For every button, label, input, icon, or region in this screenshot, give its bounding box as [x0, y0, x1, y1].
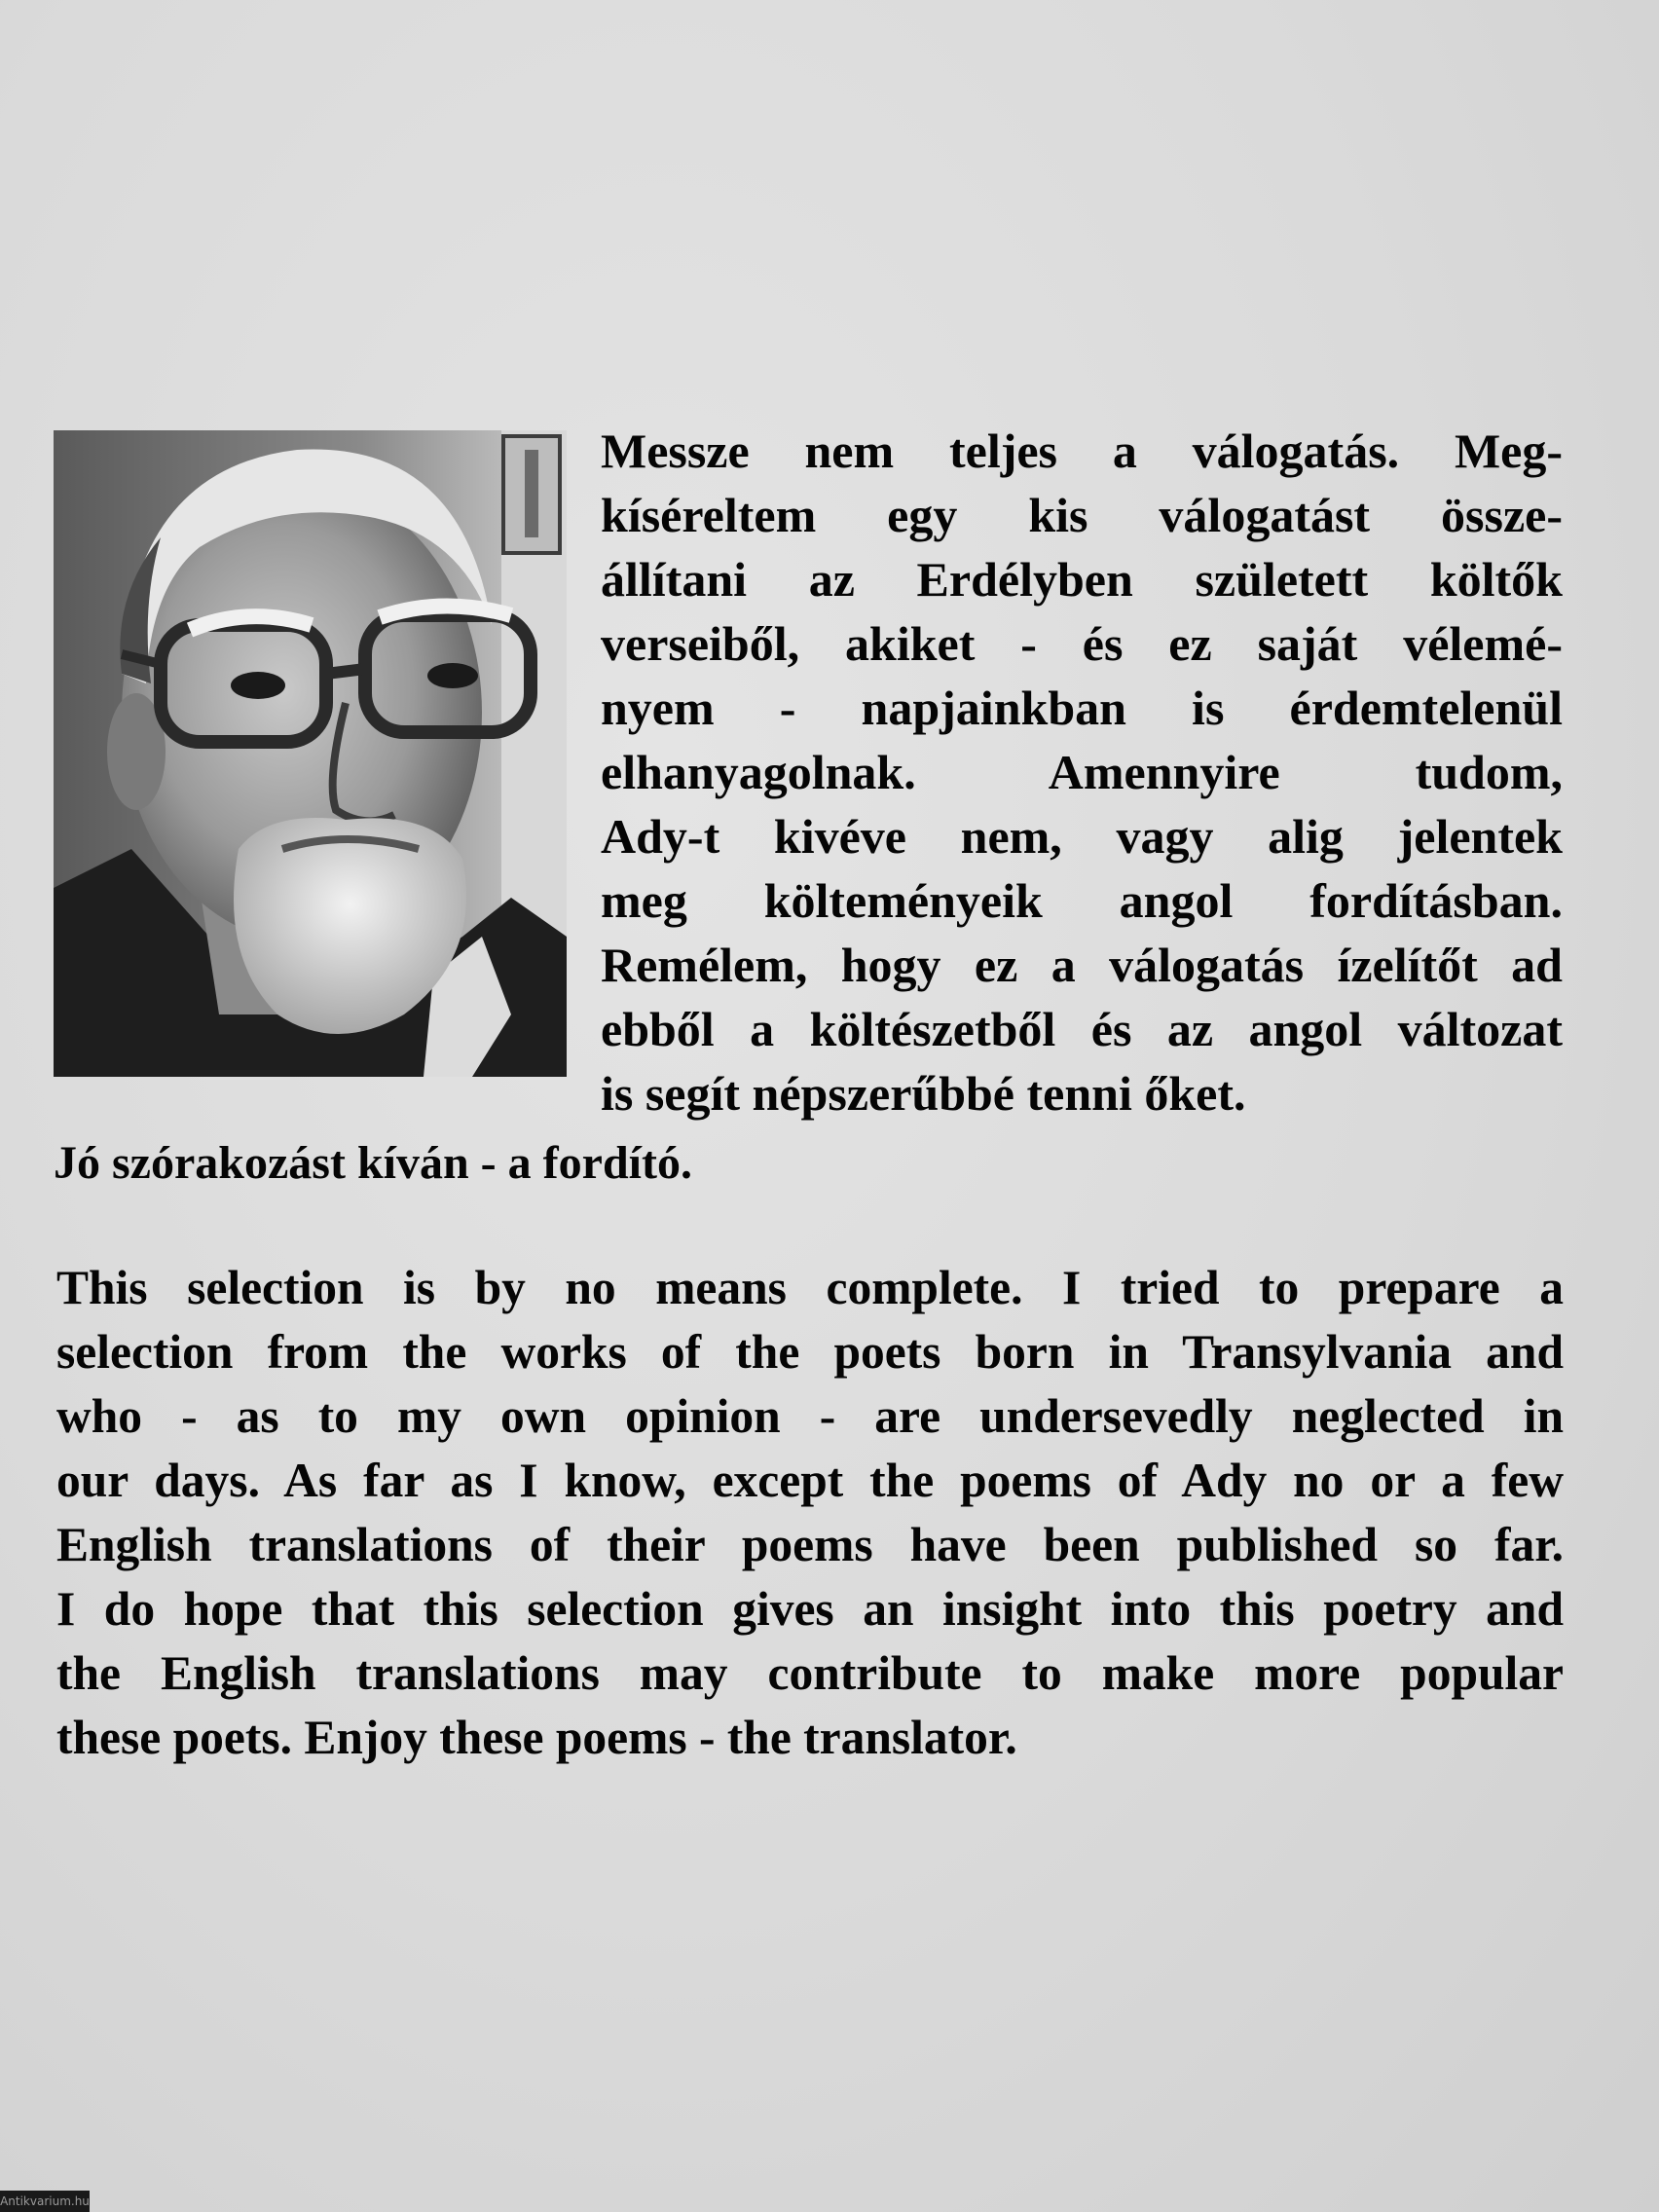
english-line: the English translations may contribute to make more popular — [56, 1646, 1564, 1700]
hungarian-line: állítani az Erdélyben született költők — [601, 552, 1563, 607]
english-line: selection from the works of the poets born in Transylvania and — [56, 1325, 1564, 1379]
hungarian-line: Messze nem teljes a válogatás. Meg- — [601, 424, 1563, 478]
hungarian-line: kíséreltem egy kis válogatást össze- — [601, 488, 1563, 542]
english-line: these poets. Enjoy these poems - the translator. — [56, 1711, 1017, 1764]
hungarian-line: is segít népszerűbbé tenni őket. — [601, 1066, 1246, 1121]
english-paragraph — [56, 1256, 1564, 1770]
hungarian-line: meg költeményeik angol fordításban. — [601, 873, 1563, 928]
english-line: This selection is by no means complete. I tried to prepare a — [56, 1261, 1564, 1314]
hungarian-line: elhanyagolnak. Amennyire tudom, — [601, 745, 1563, 799]
author-portrait-photo — [54, 430, 567, 1077]
hungarian-paragraph — [601, 419, 1563, 1125]
hungarian-line: nyem - napjainkban is érdemtelenül — [601, 681, 1563, 735]
english-line: who - as to my own opinion - are undersevedly neglected in — [56, 1389, 1564, 1443]
english-line: our days. As far as I know, except the poems of Ady no or a few — [56, 1454, 1564, 1507]
watermark-label: Antikvarium.hu — [0, 2191, 90, 2212]
english-line: I do hope that this selection gives an insight into this poetry and — [56, 1582, 1564, 1636]
english-line: English translations of their poems have been published so far. — [56, 1518, 1564, 1571]
hungarian-line: verseiből, akiket - és ez saját vélemé- — [601, 616, 1563, 671]
hungarian-line: Remélem, hogy ez a válogatás ízelítőt ad — [601, 938, 1563, 992]
portrait-illustration — [54, 430, 567, 1077]
hungarian-line: ebből a költészetből és az angol változat — [601, 1002, 1563, 1056]
hungarian-closing: Jó szórakozást kíván - a fordító. — [54, 1137, 692, 1189]
hungarian-line: Ady-t kivéve nem, vagy alig jelentek — [601, 809, 1563, 864]
